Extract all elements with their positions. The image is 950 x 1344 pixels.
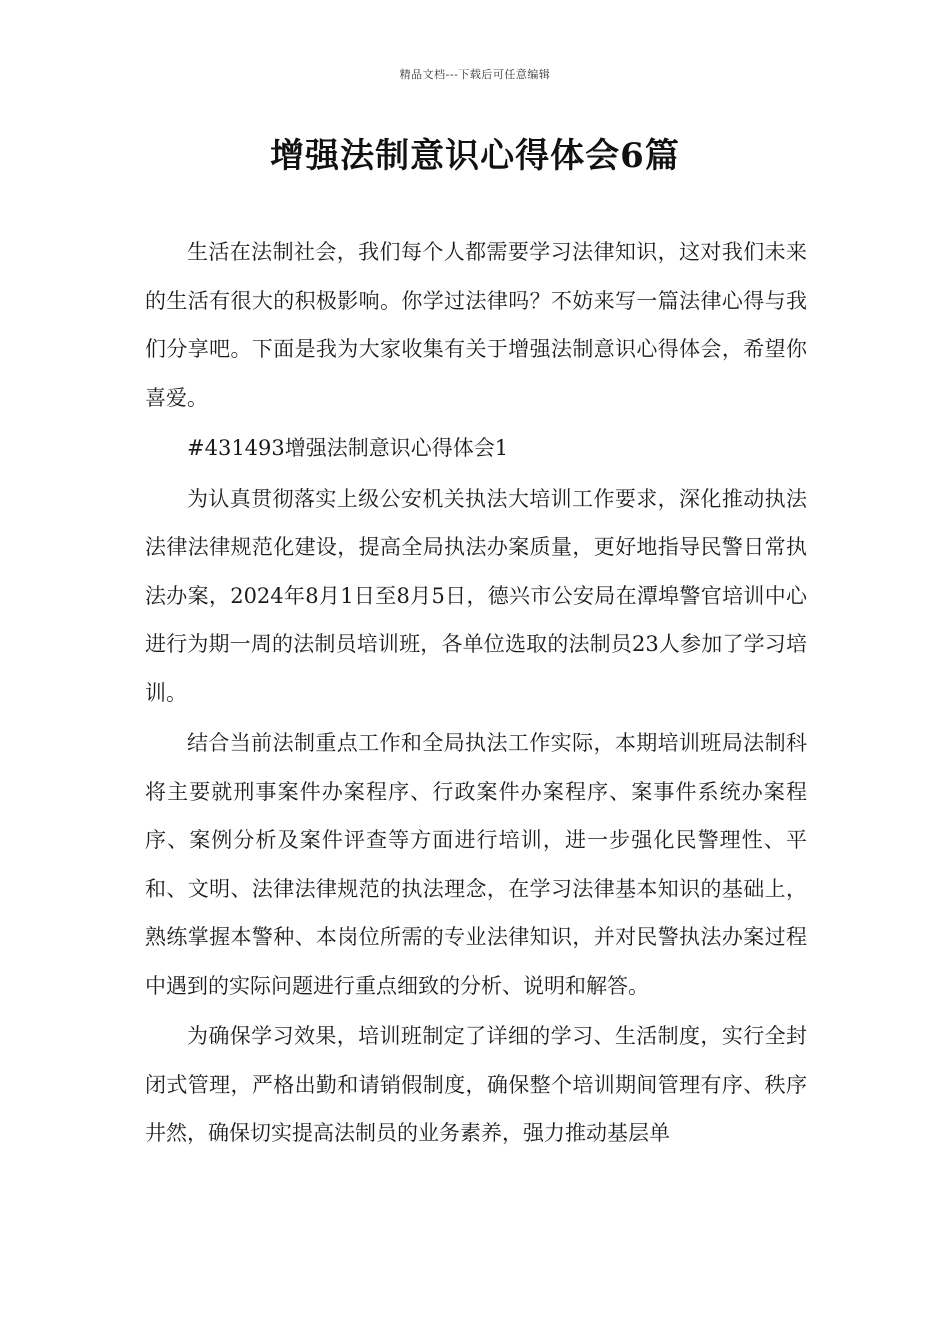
document-body	[145, 228, 807, 1160]
intro-paragraph: 生活在法制社会，我们每个人都需要学习法律知识，这对我们未来的生活有很大的积极影响。你学过法律吗？不妨来写一篇法律心得与我们分享吧。下面是我为大家收集有关于增强法制意识心得体会，希望你喜爱。	[145, 240, 807, 410]
body-paragraph: 结合当前法制重点工作和全局执法工作实际，本期培训班局法制科将主要就刑事案件办案程序、行政案件办案程序、案事件系统办案程序、案例分析及案件评查等方面进行培训，进一步强化民警理性、平和、文明、法律法律规范的执法理念，在学习法律基本知识的基础上，熟练掌握本警种、本岗位所需的专业法律知识，并对民警执法办案过程中遇到的实际问题进行重点细致的分析、说明和解答。	[145, 731, 807, 998]
body-paragraph: 为确保学习效果，培训班制定了详细的学习、生活制度，实行全封闭式管理，严格出勤和请销假制度，确保整个培训期间管理有序、秩序井然，确保切实提高法制员的业务素养，强力推动基层单	[145, 1024, 807, 1145]
section-heading: #431493增强法制意识心得体会1	[187, 436, 509, 460]
header-note: 精品文档---下载后可任意编辑	[399, 68, 551, 81]
document-title: 增强法制意识心得体会6篇	[270, 136, 680, 176]
body-paragraph: 为认真贯彻落实上级公安机关执法大培训工作要求，深化推动执法法律法律规范化建设，提高全局执法办案质量，更好地指导民警日常执法办案，2024年8月1日至8月5日，德兴市公安局在潭埠警官培训中心进行为期一周的法制员培训班，各单位选取的法制员23人参加了学习培训。	[145, 486, 807, 705]
